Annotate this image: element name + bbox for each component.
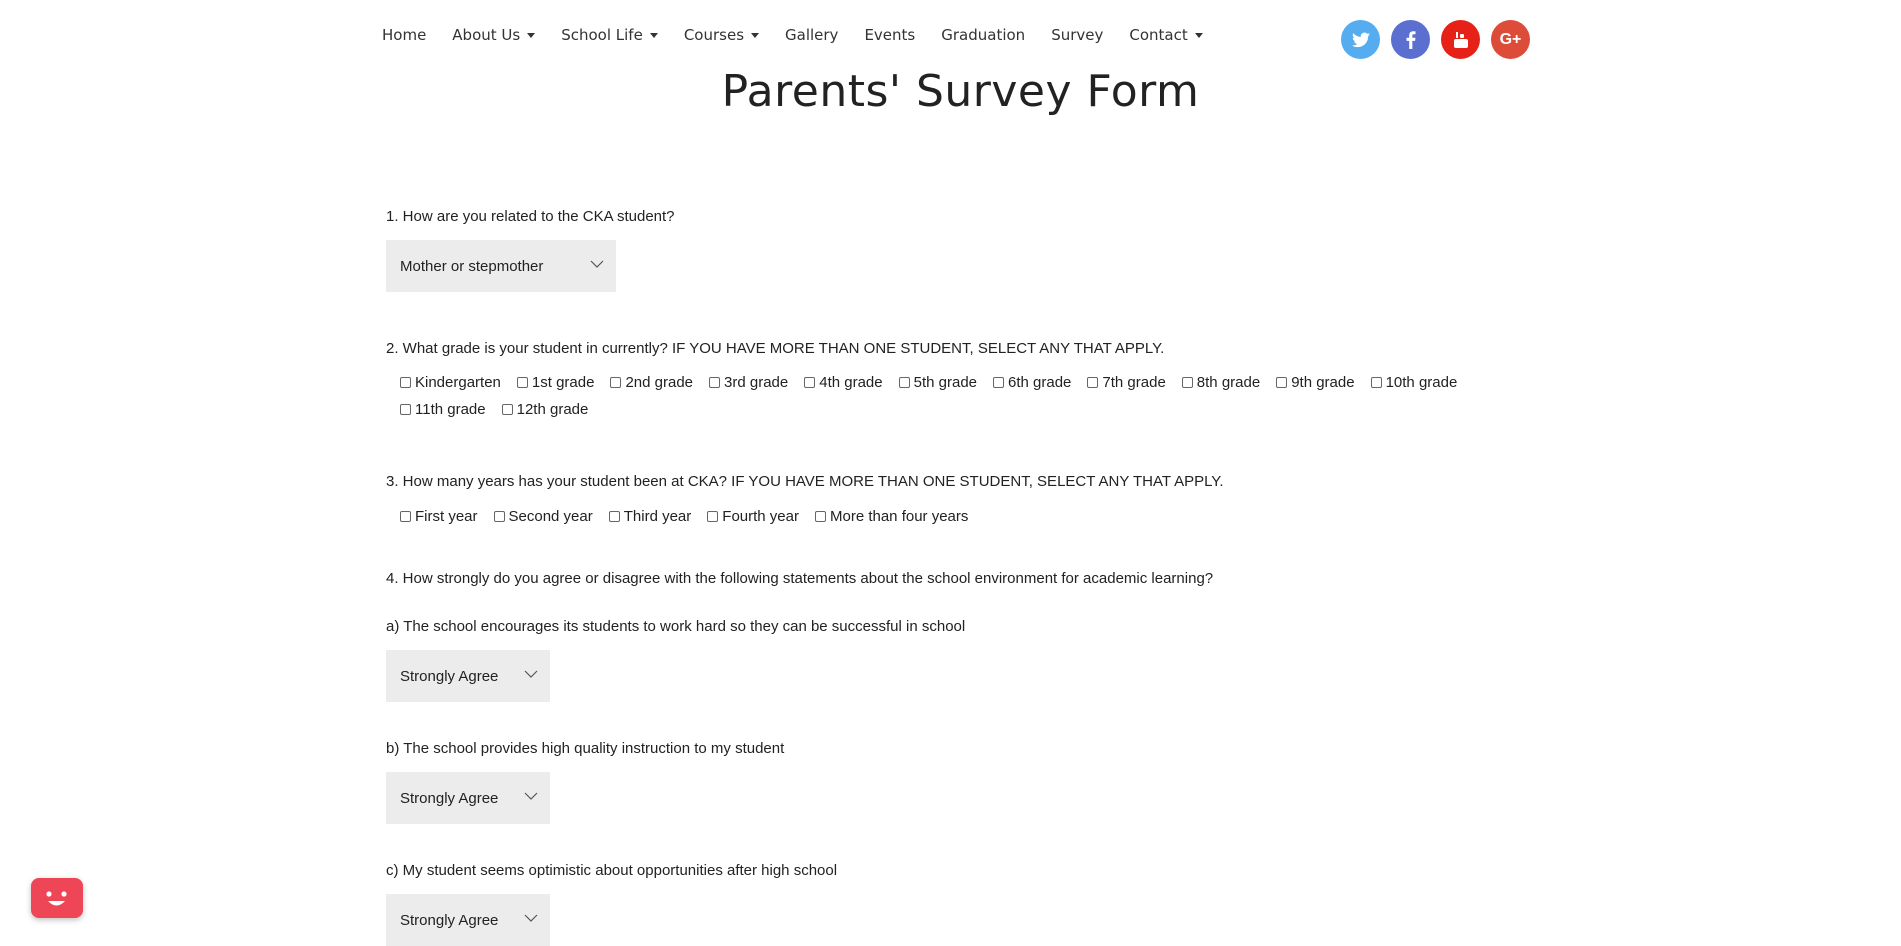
nav-graduation[interactable] [941, 26, 1025, 44]
question-2-label: 2. What grade is your student in currently? IF YOU HAVE MORE THAN ONE STUDENT, SELECT ANY THAT APPLY. [386, 340, 1165, 357]
caret-down-icon [650, 33, 658, 38]
caret-down-icon [751, 33, 759, 38]
grade-checkbox[interactable] [709, 377, 720, 388]
years-option-label: First year [415, 508, 478, 525]
grade-option-label: 3rd grade [724, 374, 789, 391]
grade-checkbox[interactable] [610, 377, 621, 388]
grade-checkbox[interactable] [400, 377, 411, 388]
grade-checkbox[interactable] [400, 404, 411, 415]
nav-about-us[interactable] [452, 26, 535, 44]
page-title: Parents' Survey Form [721, 66, 1200, 117]
relation-select-value: Mother or stepmother [400, 257, 544, 275]
nav-contact-label: Contact [1129, 26, 1188, 44]
grade-option-label: 4th grade [819, 374, 883, 391]
years-checkbox[interactable] [815, 511, 826, 522]
grade-option-10th[interactable] [1371, 374, 1458, 391]
nav-home[interactable] [382, 26, 426, 44]
grade-option-9th[interactable] [1276, 374, 1354, 391]
chevron-down-icon [524, 669, 538, 679]
social-links [1330, 20, 1530, 59]
years-option-second[interactable] [494, 508, 593, 525]
grade-checkbox[interactable] [1087, 377, 1098, 388]
grade-option-8th[interactable] [1182, 374, 1260, 391]
question-3-label: 3. How many years has your student been at CKA? IF YOU HAVE MORE THAN ONE STUDENT, SELECT ANY THAT APPLY. [386, 473, 1224, 490]
grade-options-row-2 [400, 401, 604, 418]
grade-option-label: 5th grade [913, 374, 978, 391]
nav-courses-label: Courses [683, 26, 745, 44]
grade-option-7th[interactable] [1087, 374, 1165, 391]
nav-school-life-label: School Life [561, 26, 643, 44]
chevron-down-icon [524, 913, 538, 923]
years-option-third[interactable] [609, 508, 692, 525]
grade-option-1st[interactable] [517, 374, 595, 391]
grade-option-label: 10th grade [1385, 374, 1458, 391]
grade-option-3rd[interactable] [709, 374, 788, 391]
nav-survey-label: Survey [1051, 26, 1104, 44]
grade-option-12th[interactable] [502, 401, 589, 418]
nav-courses[interactable] [684, 26, 759, 44]
statement-c-label: c) My student seems optimistic about opportunities after high school [386, 862, 838, 879]
years-option-label: Fourth year [722, 508, 799, 525]
grade-option-label: 11th grade [415, 401, 486, 418]
years-checkbox[interactable] [707, 511, 718, 522]
years-option-first[interactable] [400, 508, 478, 525]
nav-events-label: Events [864, 26, 916, 44]
grade-option-6th[interactable] [993, 374, 1071, 391]
chat-bot-face-icon [31, 878, 83, 918]
statement-a-select-value: Strongly Agree [400, 667, 499, 685]
google-plus-icon[interactable] [1491, 20, 1530, 59]
grade-checkbox[interactable] [1182, 377, 1193, 388]
nav-school-life[interactable] [561, 26, 658, 44]
nav-graduation-label: Graduation [941, 26, 1026, 44]
main-nav [382, 26, 1229, 44]
nav-home-label: Home [382, 26, 427, 44]
caret-down-icon [527, 33, 535, 38]
chevron-down-icon [590, 259, 604, 269]
question-4-label: 4. How strongly do you agree or disagree with the following statements about the school environment for academic learning? [386, 570, 1214, 587]
years-checkbox[interactable] [494, 511, 505, 522]
statement-b-label: b) The school provides high quality instruction to my student [386, 740, 785, 757]
chevron-down-icon [524, 791, 538, 801]
nav-about-us-label: About Us [452, 26, 521, 44]
grade-option-4th[interactable] [804, 374, 882, 391]
grade-option-label: 8th grade [1196, 374, 1261, 391]
grade-option-label: Kindergarten [415, 374, 501, 391]
google-plus-label: G+ [1499, 30, 1522, 48]
facebook-icon[interactable] [1391, 20, 1430, 59]
caret-down-icon [1195, 33, 1203, 38]
statement-b-select[interactable] [386, 772, 550, 824]
statement-c-select-value: Strongly Agree [400, 911, 499, 929]
grade-options-row-1 [400, 374, 1473, 391]
twitter-icon[interactable] [1341, 20, 1380, 59]
grade-checkbox[interactable] [1276, 377, 1287, 388]
years-option-label: Second year [508, 508, 593, 525]
years-option-label: More than four years [829, 508, 969, 525]
grade-option-2nd[interactable] [610, 374, 693, 391]
grade-option-kindergarten[interactable] [400, 374, 501, 391]
grade-checkbox[interactable] [502, 404, 513, 415]
years-checkbox[interactable] [400, 511, 411, 522]
relation-select[interactable] [386, 240, 616, 292]
nav-survey[interactable] [1051, 26, 1103, 44]
nav-events[interactable] [864, 26, 915, 44]
grade-option-label: 1st grade [531, 374, 595, 391]
grade-checkbox[interactable] [899, 377, 910, 388]
grade-checkbox[interactable] [804, 377, 815, 388]
statement-c-select[interactable] [386, 894, 550, 946]
years-checkbox[interactable] [609, 511, 620, 522]
years-option-more-than-four[interactable] [815, 508, 968, 525]
years-option-label: Third year [623, 508, 692, 525]
grade-option-5th[interactable] [899, 374, 977, 391]
nav-contact[interactable] [1129, 26, 1202, 44]
nav-gallery[interactable] [785, 26, 838, 44]
grade-option-label: 7th grade [1102, 374, 1166, 391]
question-1-label: 1. How are you related to the CKA student? [386, 208, 675, 225]
grade-checkbox[interactable] [517, 377, 528, 388]
years-options [400, 508, 984, 525]
statement-b-select-value: Strongly Agree [400, 789, 499, 807]
grade-checkbox[interactable] [993, 377, 1004, 388]
chat-widget-button[interactable] [31, 878, 83, 918]
grade-option-label: 6th grade [1008, 374, 1072, 391]
nav-gallery-label: Gallery [785, 26, 839, 44]
grade-option-label: 12th grade [516, 401, 589, 418]
statement-a-select[interactable] [386, 650, 550, 702]
youtube-icon[interactable] [1441, 20, 1480, 59]
grade-option-11th[interactable] [400, 401, 486, 418]
grade-checkbox[interactable] [1371, 377, 1382, 388]
grade-option-label: 2nd grade [625, 374, 694, 391]
statement-a-label: a) The school encourages its students to work hard so they can be successful in school [386, 618, 966, 635]
grade-option-label: 9th grade [1291, 374, 1355, 391]
years-option-fourth[interactable] [707, 508, 799, 525]
